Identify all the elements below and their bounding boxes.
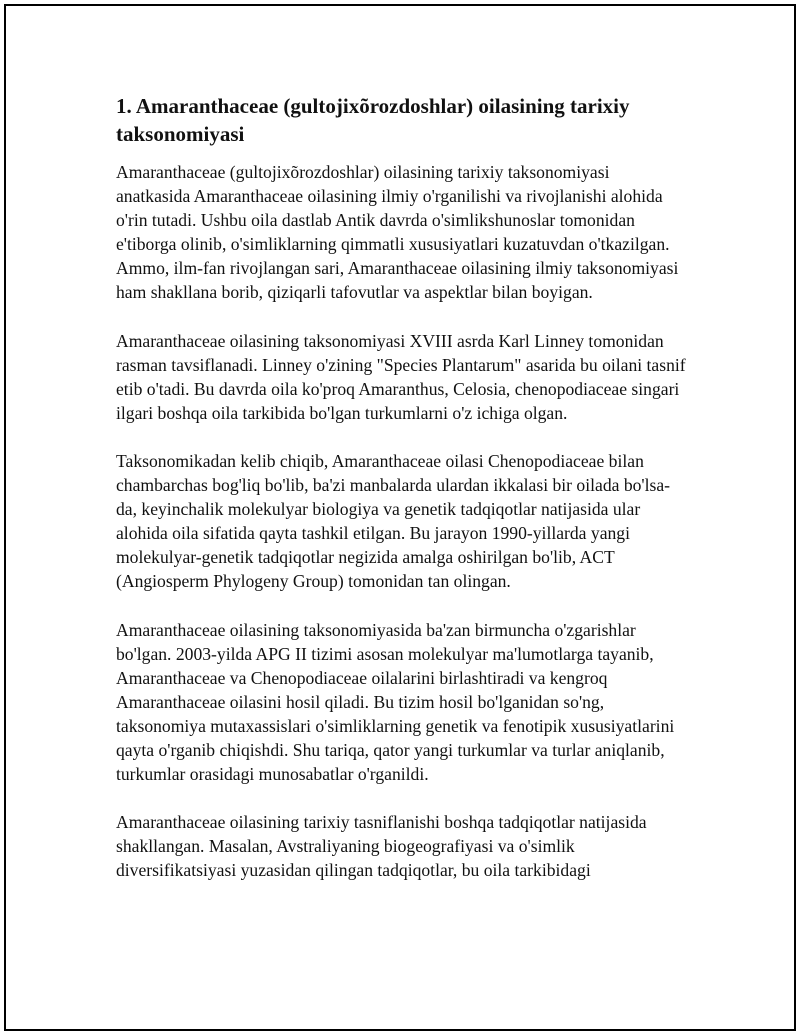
document-body	[116, 92, 686, 906]
paragraph-4: Amaranthaceae oilasining taksonomiyasida ba'zan birmuncha o'zgarishlar bo'lgan. 2003-yilda APG II tizimi asosan molekulyar ma'lumotlarga tayanib, Amaranthaceae va Chenopodiaceae oilalarini birlashtiradi va kengroq Amaranthaceae oilasini hosil qiladi. Bu tizim hosil bo'lganidan so'ng, taksonomiya mutaxassislari o'simliklarning genetik va fenotipik xususiyatlarini qayta o'rganib chiqishdi. Shu tariqa, qator yangi turkumlar va turlar aniqlanib, turkumlar orasidagi munosabatlar o'rganildi.	[116, 619, 675, 785]
paragraph-5: Amaranthaceae oilasining tarixiy tasniflanishi boshqa tadqiqotlar natijasida shakllangan. Masalan, Avstraliyaning biogeografiyasi va o'simlik diversifikatsiyasi yuzasidan qilingan tadqiqotlar, bu oila tarkibidagi	[116, 812, 647, 881]
paragraph-1: Amaranthaceae (gultojixõrozdoshlar) oilasining tarixiy taksonomiyasi anatkasida Amaranthaceae oilasining ilmiy o'rganilishi va rivojlanishi alohida o'rin tutadi. Ushbu oila dastlab Antik davrda o'simlikshunoslar tomonidan e'tiborga olinib, o'simliklarning qimmatli xususiyatlari kuzatuvdan o'tkazilgan. Ammo, ilm-fan rivojlangan sari, Amaranthaceae oilasining ilmiy taksonomiyasi ham shakllana borib, qiziqarli tafovutlar va aspektlar bilan boyigan.	[116, 162, 679, 303]
section-heading: 1. Amaranthaceae (gultojixõrozdoshlar) oilasining tarixiy taksonomiyasi	[116, 94, 630, 146]
paragraph-3: Taksonomikadan kelib chiqib, Amaranthaceae oilasi Chenopodiaceae bilan chambarchas bog'liq bo'lib, ba'zi manbalarda ulardan ikkalasi bir oilada bo'lsa-da, keyinchalik molekulyar biologiya va genetik tadqiqotlar natijasida ular alohida oila sifatida qayta tashkil etilgan. Bu jarayon 1990-yillarda yangi molekulyar-genetik tadqiqotlar negizida amalga oshirilgan bo'lib, ACT (Angiosperm Phylogeny Group) tomonidan tan olingan.	[116, 450, 670, 592]
paragraph-2: Amaranthaceae oilasining taksonomiyasi XVIII asrda Karl Linney tomonidan rasman tavsiflanadi. Linney o'zining "Species Plantarum" asarida bu oilani tasnif etib o'tadi. Bu davrda oila ko'proq Amaranthus, Celosia, chenopodiaceae singari ilgari boshqa oila tarkibida bo'lgan turkumlarni o'z ichiga olgan.	[116, 330, 686, 423]
